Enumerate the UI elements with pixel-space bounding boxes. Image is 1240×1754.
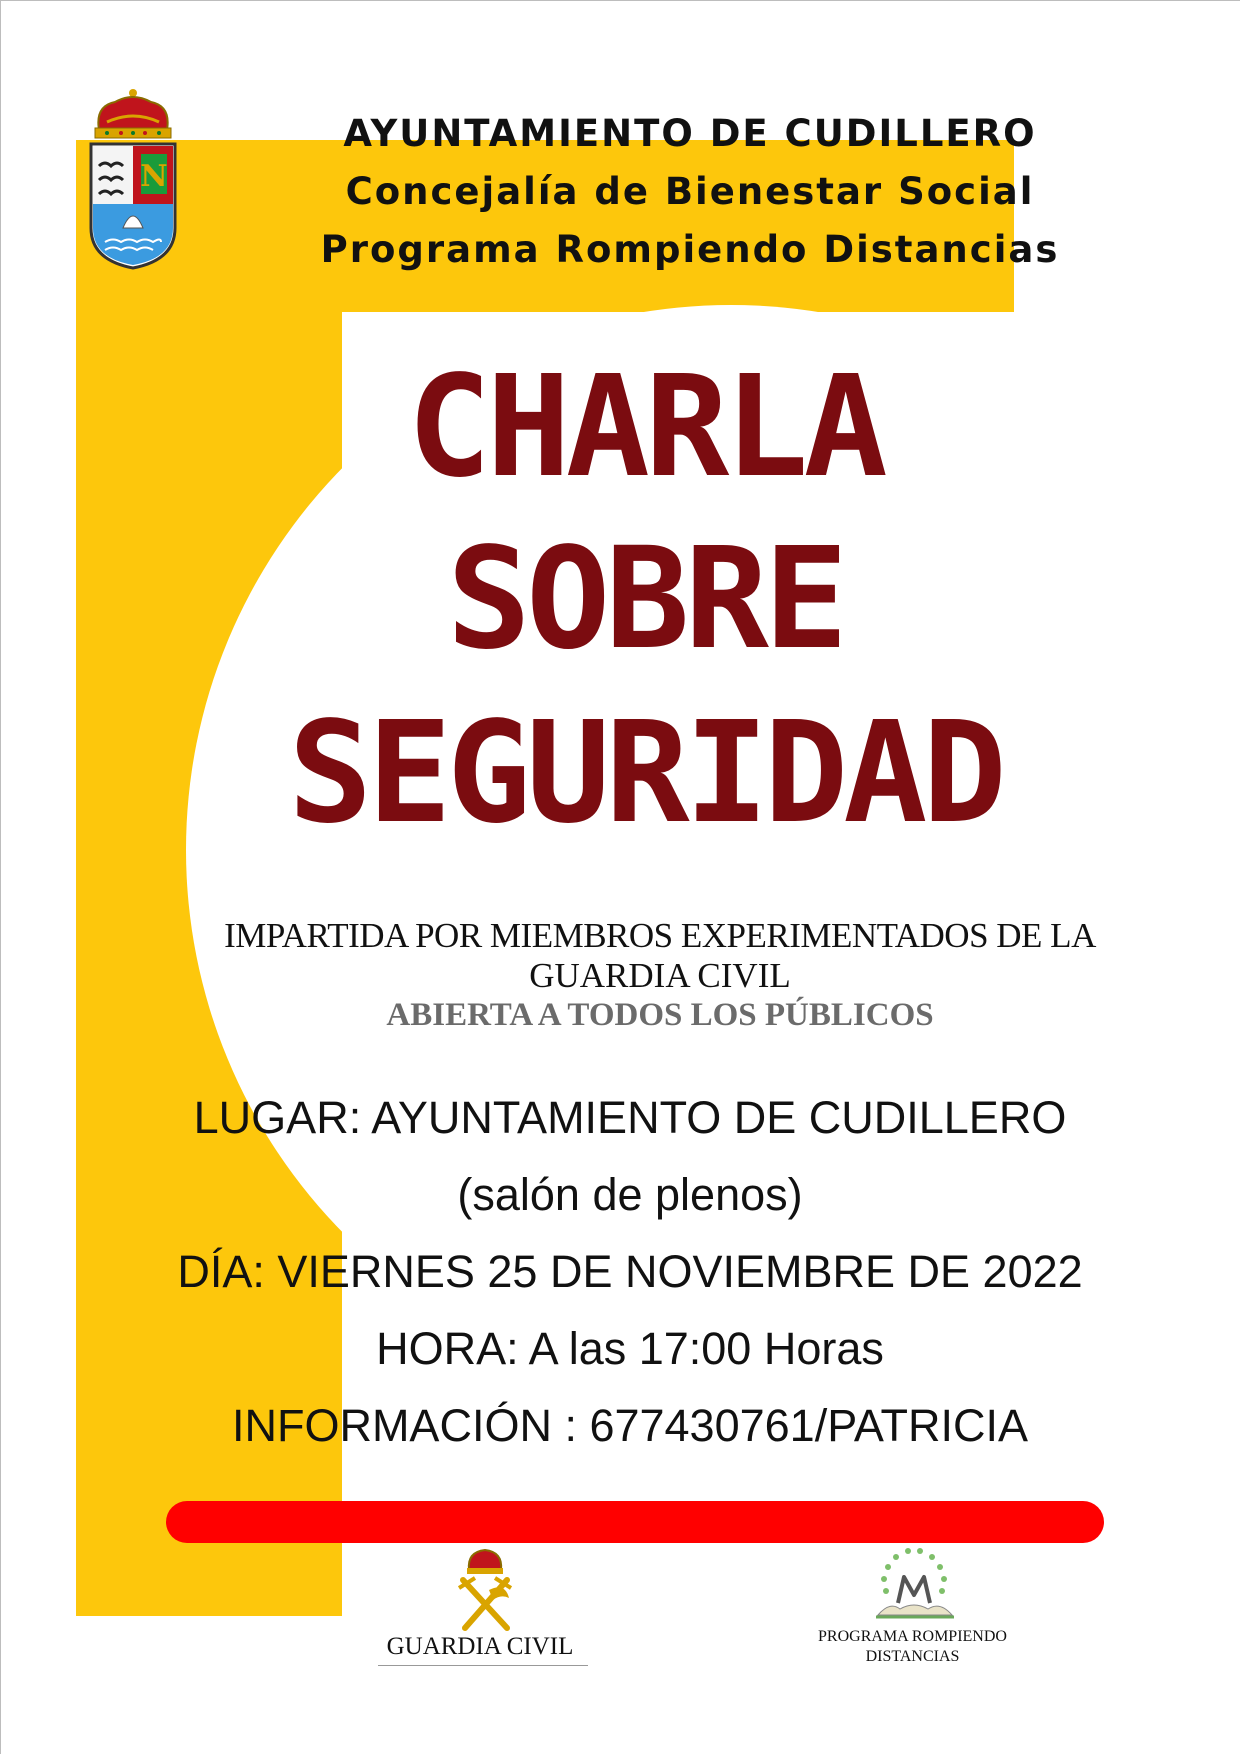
program-logo-label	[770, 1627, 1055, 1667]
program-logo-label-line-1: PROGRAMA ROMPIENDO	[818, 1628, 1007, 1645]
municipality-heading: AYUNTAMIENTO DE CUDILLERO	[343, 112, 1037, 155]
program-heading: Programa Rompiendo Distancias	[320, 228, 1060, 271]
page-border-top	[0, 0, 1240, 1]
event-day: DÍA: VIERNES 25 DE NOVIEMBRE DE 2022	[177, 1246, 1083, 1297]
guardia-civil-underline	[378, 1665, 588, 1666]
guardia-civil-emblem-icon	[455, 1548, 515, 1632]
event-place: LUGAR: AYUNTAMIENTO DE CUDILLERO	[193, 1092, 1067, 1143]
page-border-left	[0, 0, 1, 1754]
svg-text:N: N	[140, 159, 168, 194]
red-divider-bar	[166, 1501, 1104, 1543]
department-heading: Concejalía de Bienestar Social	[345, 170, 1035, 213]
speaker-line-2: GUARDIA CIVIL	[529, 956, 791, 995]
event-time: HORA: A las 17:00 Horas	[376, 1323, 884, 1374]
guardia-civil-label: GUARDIA CIVIL	[386, 1633, 574, 1660]
title-line-2: SOBRE	[446, 518, 844, 681]
title-line-1: CHARLA	[407, 346, 883, 509]
program-logo-label-line-2: DISTANCIAS	[865, 1648, 960, 1665]
event-place-detail: (salón de plenos)	[457, 1169, 803, 1220]
rompiendo-distancias-logo-icon	[870, 1545, 958, 1621]
title-line-3: SEGURIDAD	[288, 692, 1002, 855]
coat-of-arms-icon	[85, 88, 181, 272]
speaker-line-1: IMPARTIDA POR MIEMBROS EXPERIMENTADOS DE LA	[224, 916, 1096, 955]
yellow-header-band	[76, 140, 1014, 312]
event-contact: INFORMACIÓN : 677430761/PATRICIA	[231, 1400, 1029, 1451]
audience-note: ABIERTA A TODOS LOS PÚBLICOS	[386, 997, 934, 1033]
